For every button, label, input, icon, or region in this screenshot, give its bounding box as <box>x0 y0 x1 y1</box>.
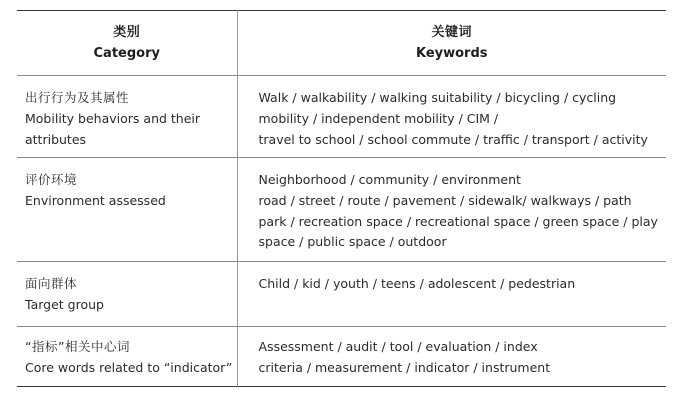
table-body <box>17 76 666 387</box>
category-zh: “指标”相关中心词 <box>25 339 130 354</box>
category-en-line: Core words related to “indicator” <box>25 359 233 375</box>
keywords-line: park / recreation space / recreational space / green space / play <box>258 213 658 229</box>
category-zh: 面向群体 <box>25 276 78 291</box>
category-header <box>17 11 237 76</box>
category-zh: 出行行为及其属性 <box>25 90 130 105</box>
keywords-line: Child / kid / youth / teens / adolescent / pedestrian <box>258 276 576 291</box>
keywords-header-zh: 关键词 <box>431 25 472 40</box>
keywords-line: travel to school / school commute / traffic / transport / activity <box>258 131 648 147</box>
keywords-header-en: Keywords <box>415 46 488 61</box>
table-row <box>17 262 666 327</box>
category-cell <box>17 262 237 327</box>
category-header-en: Category <box>93 46 160 61</box>
keywords-line: space / public space / outdoor <box>258 234 447 250</box>
keywords-line: Walk / walkability / walking suitability / bicycling / cycling <box>258 90 617 105</box>
category-en-line: Environment assessed <box>25 192 166 208</box>
keywords-cell <box>237 158 666 262</box>
header-row <box>17 11 666 76</box>
keywords-line: mobility / independent mobility / CIM / <box>258 110 499 126</box>
keywords-table-container <box>17 10 666 387</box>
table-row <box>17 158 666 262</box>
keywords-line: criteria / measurement / indicator / instrument <box>258 359 551 375</box>
category-en-line: attributes <box>25 131 87 147</box>
category-zh: 评价环境 <box>25 172 78 187</box>
table-header <box>17 11 666 76</box>
category-en-line: Mobility behaviors and their <box>25 110 201 126</box>
keywords-cell <box>237 327 666 387</box>
category-cell <box>17 327 237 387</box>
keywords-header <box>237 11 666 76</box>
keywords-line: Neighborhood / community / environment <box>258 172 521 187</box>
keywords-cell <box>237 76 666 158</box>
table-row <box>17 327 666 387</box>
keywords-line: Assessment / audit / tool / evaluation / index <box>258 339 538 354</box>
keywords-table <box>17 10 666 387</box>
category-header-zh: 类别 <box>113 25 141 40</box>
keywords-cell <box>237 262 666 327</box>
table-row <box>17 76 666 158</box>
category-en-line: Target group <box>25 296 104 312</box>
keywords-line: road / street / route / pavement / sidewalk/ walkways / path <box>258 192 632 208</box>
category-cell <box>17 158 237 262</box>
category-cell <box>17 76 237 158</box>
